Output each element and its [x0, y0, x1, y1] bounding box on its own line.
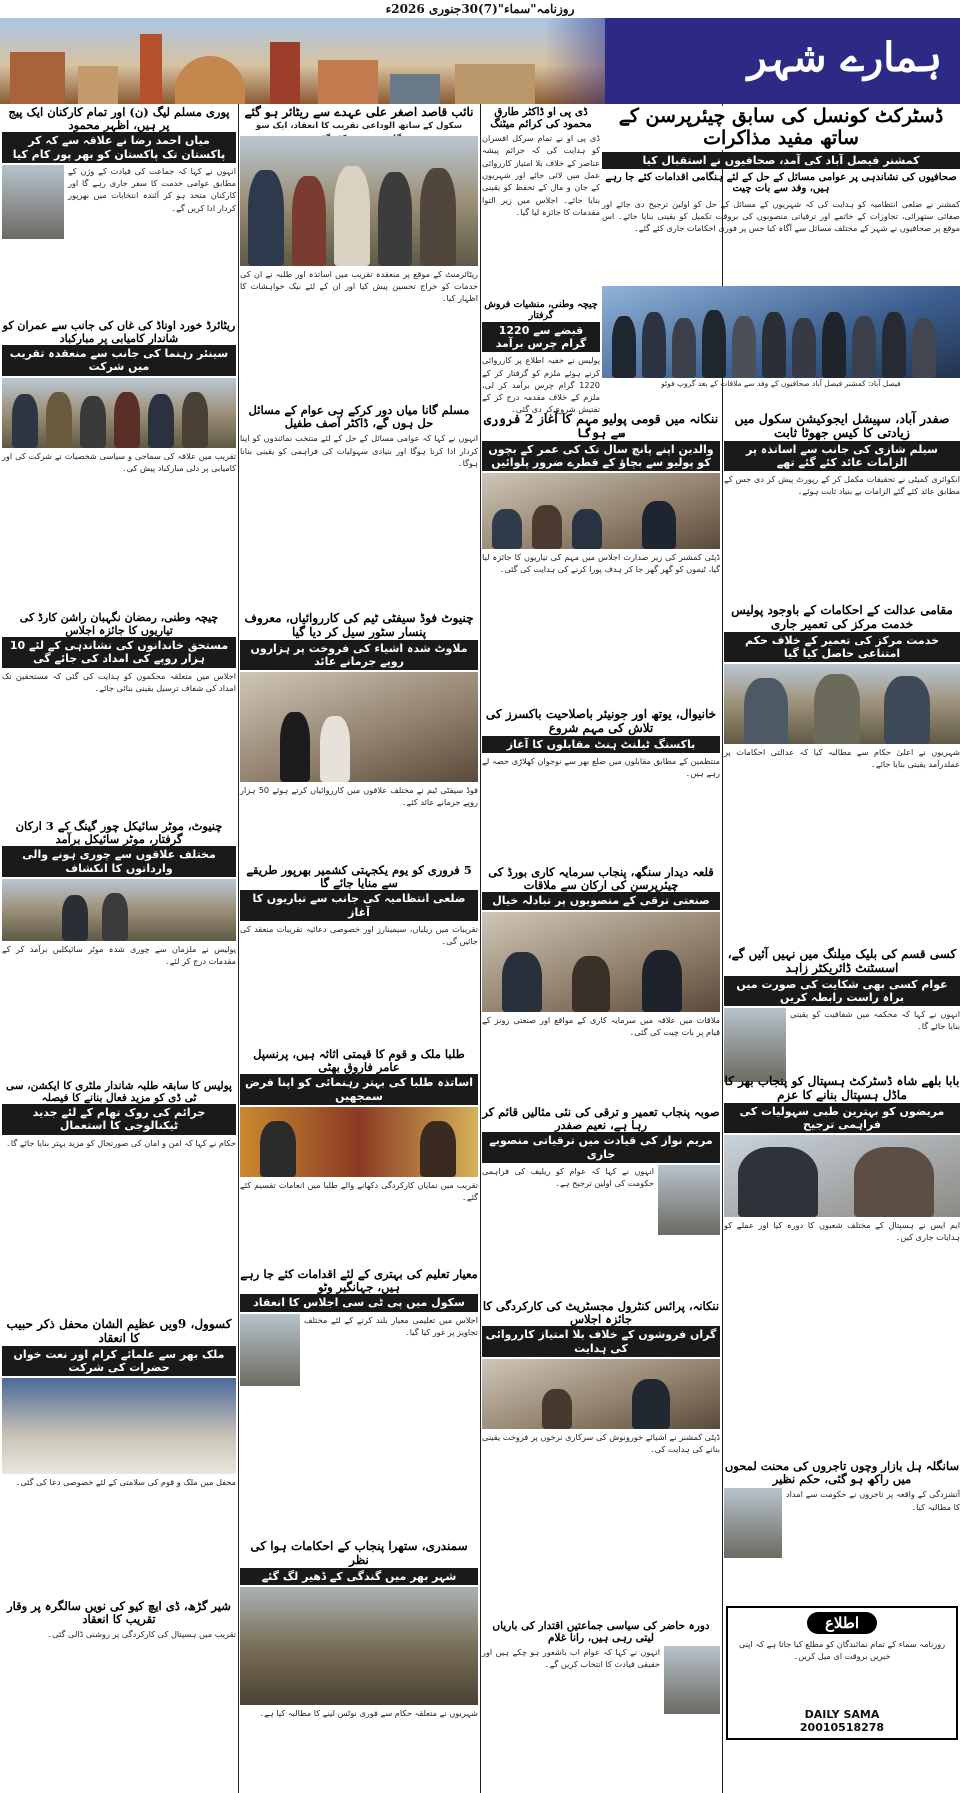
story-sangla-fire — [724, 1460, 960, 1588]
headline: سمندری، ستھرا پنجاب کے احکامات ہوا کی نظر — [250, 1539, 468, 1567]
portrait-photo — [240, 1314, 300, 1386]
subhead: عوام کسی بھی شکایت کی صورت میں براہ راست رابطہ کریں — [724, 976, 960, 1006]
subhead: والدین اپنے پانچ سال تک کی عمر کے بچوں کو پولیو سے بچاؤ کے قطرے ضرور پلوائیں — [482, 441, 720, 471]
body-text: انکوائری کمیٹی نے تحقیقات مکمل کر کے رپورٹ پیش کر دی جس کے مطابق عائد کئے گئے الزامات بے بنیاد ثابت ہوئے۔ — [724, 474, 960, 497]
headline: ننکانہ میں قومی پولیو مہم کا آغاز 2 فروری سے ہوگا — [483, 411, 719, 441]
headline: بابا بلھے شاہ ڈسٹرکٹ ہسپتال کو پنجاب بھر کا ماڈل ہسپتال بنانے کا عزم — [724, 1074, 960, 1102]
body-text: ایم ایس نے ہسپتال کے مختلف شعبوں کا دورہ کیا اور عملے کو ہدایات جاری کیں۔ — [724, 1219, 960, 1243]
headline: کسوول، 9ویں عظیم الشان محفل ذکر حبیب کا انعقاد — [6, 1317, 232, 1345]
headline: نائب قاصد اصغر علی عہدے سے ریٹائر ہو گئے — [244, 105, 474, 119]
body-text: انہوں نے کہا کہ عوامی مسائل کے حل کے لئے منتخب نمائندوں کو اپنا کردار ادا کرنا ہوگا اور بنیادی سہولیات کی فراہمی کو یقینی بنانا ہوگا۔ — [240, 433, 478, 469]
headline: مقامی عدالت کے احکامات کے باوجود پولیس خدمت مرکز کی تعمیر جاری — [731, 603, 953, 631]
subhead: سینئر رہنما کی جانب سے منعقدہ تقریب میں شرکت — [2, 345, 236, 375]
headline: طلبا ملک و قوم کا قیمتی اثاثہ ہیں، پرنسپل عامر فاروق بھٹی — [253, 1047, 465, 1075]
headline: چنیوٹ فوڈ سیفٹی ٹیم کی کارروائیاں، معروف پنسار سٹور سیل کر دیا گیا — [244, 611, 474, 639]
subhead: مختلف علاقوں سے چوری ہونے والی وارداتوں کا انکشاف — [2, 846, 236, 876]
subhead: اساتذہ طلبا کی بہتر رہنمائی کو اپنا فرض سمجھیں — [240, 1074, 478, 1104]
headline: مسلم گانا میاں دور کرکے ہی عوام کے مسائل حل ہوں گے، ڈاکٹر آصف طفیل — [248, 403, 470, 431]
body-text: پولیس نے خفیہ اطلاع پر کارروائی کرتے ہوئے ملزم کو گرفتار کر کے 1220 گرام چرس برآمد کر لی، ملزم کے خلاف مقدمہ درج کر کے تفتیش شروع کر دی گئی۔ — [482, 355, 600, 415]
story-investment-board — [482, 866, 720, 1112]
headline: قلعہ دیدار سنگھ، پنجاب سرمایہ کاری بورڈ کی چیئرپرسن کی ارکان سے ملاقات — [488, 865, 714, 893]
story-dhq-anniversary — [2, 1600, 236, 1788]
body-text: ڈپٹی کمشنر کی زیر صدارت اجلاس میں مہم کی تیاریوں کا جائزہ لیا گیا، ٹیموں کو گھر گھر جا کر ہدف پورا کرنے کی ہدایت کی گئی۔ — [482, 552, 720, 575]
headline: صوبہ پنجاب تعمیر و ترقی کی نئی مثالیں قائم کر رہا ہے، نعیم صفدر — [482, 1105, 720, 1133]
story-pml-n — [2, 106, 236, 315]
subhead: خدمت مرکز کی تعمیر کے خلاف حکم امتناعی حاصل کیا گیا — [724, 632, 960, 662]
lead-kicker: کمشنر فیصل آباد کی آمد، صحافیوں نے استقبال کیا — [602, 152, 960, 169]
city-collage-image — [0, 18, 605, 104]
body-text: اجلاس میں متعلقہ محکموں کو ہدایت کی گئی کہ مستحقین تک امداد کی شفاف ترسیل یقینی بنائی جائے۔ — [2, 670, 236, 693]
meeting-photo — [482, 912, 720, 1012]
story-samundri-cleanliness — [240, 1540, 478, 1777]
story-kashmir-day — [240, 864, 478, 1073]
body-text: حکام نے کہا کہ امن و امان کی صورتحال کو مزید بہتر بنایا جائے گا۔ — [6, 1137, 236, 1148]
body-text: اجلاس میں تعلیمی معیار بلند کرنے کے لئے مختلف تجاویز پر غور کیا گیا۔ — [304, 1314, 478, 1337]
lead-headline: ڈسٹرکٹ کونسل کی سابق چیئرپرسن کے ساتھ مفید مذاکرات — [602, 106, 960, 150]
body-text: انہوں نے کہا کہ جماعت کی قیادت کے وژن کے مطابق عوامی خدمت کا سفر جاری رہے گا اور کارکنان متحد ہو کر آئندہ انتخابات میں بھرپور کردار ادا کریں گے۔ — [68, 165, 236, 213]
headline: سانگلہ ہل بازار وچوں تاجروں کی محنت لمحوں میں راکھ ہو گئی، حکم نظیر — [724, 1459, 960, 1487]
story-lead — [602, 106, 960, 390]
lead-caption: فیصل آباد: کمشنر فیصل آباد صحافیوں کے وفد سے ملاقات کے بعد گروپ فوٹو — [661, 378, 901, 388]
notice-text: روزنامہ سماء کے تمام نمائندگان کو مطلع کیا جاتا ہے کہ اپنی خبریں بروقت ای میل کریں۔ — [738, 1639, 946, 1662]
subhead: جرائم کی روک تھام کے لئے جدید ٹیکنالوجی کا استعمال — [2, 1104, 236, 1134]
body-text: تقریب میں علاقہ کی سماجی و سیاسی شخصیات نے شرکت کی اور کامیابی پر دلی مبارکباد پیش کی۔ — [2, 450, 236, 473]
story-photo — [724, 664, 960, 744]
portrait-photo — [2, 165, 64, 239]
body-text: شہریوں نے متعلقہ حکام سے فوری نوٹس لینے کا مطالبہ کیا ہے۔ — [259, 1707, 478, 1718]
headline: صفدر آباد، سپیشل ایجوکیشن سکول میں زیادتی کا کیس جھوٹا ثابت — [734, 411, 950, 441]
subhead: مستحق خاندانوں کی نشاندہی کے لئے 10 ہزار روپے کی امداد کی جائے گی — [2, 637, 236, 667]
story-drugs — [482, 300, 600, 424]
notice-box — [726, 1606, 958, 1740]
lead-sub: صحافیوں کی نشاندہی پر عوامی مسائل کے حل کے لئے ہنگامی اقدامات کئے جا رہے ہیں، وفد سے بات چیت — [605, 171, 957, 195]
headline: شیر گڑھ، ڈی ایچ کیو کی نویں سالگرہ پر وقار تقریب کا انعقاد — [7, 1599, 231, 1627]
lead-group-photo — [602, 286, 960, 378]
body-text: تقریب میں نمایاں کارکردگی دکھانے والے طلبا میں انعامات تقسیم کئے گئے۔ — [240, 1179, 478, 1203]
headline: ڈی پی او ڈاکٹر طارق محمود کی کرائم میٹنگ — [490, 106, 592, 131]
two-portraits-photo — [724, 1135, 960, 1217]
story-hospital — [724, 1075, 960, 1469]
body-text: ریٹائرمنٹ کے موقع پر منعقدہ تقریب میں اساتذہ اور طلبہ نے ان کی خدمات کو خراج تحسین پیش کیا اور ان کے لئے نیک خواہشات کا اظہار کیا۔ — [240, 268, 478, 304]
body-text: فوڈ سیفٹی ٹیم نے مختلف علاقوں میں کارروائیاں کرتے ہوئے 50 ہزار روپے جرمانے عائد کئے۔ — [240, 784, 478, 808]
notice-number: 20010518278 — [799, 1721, 885, 1734]
subhead: میاں احمد رضا نے علاقہ سے کہ کر پاکستان تک پاکستان کو بھر پور کام کیا — [2, 132, 236, 162]
headline: پوری مسلم لیگ (ن) اور تمام کارکنان ایک پیج پر ہیں، اظہر محمود — [8, 105, 230, 133]
event-photo — [240, 1107, 478, 1177]
body-text: شہریوں نے اعلیٰ حکام سے مطالبہ کیا کہ عدالتی احکامات پر عملدرآمد یقینی بنایا جائے۔ — [724, 746, 960, 770]
section-title: ہمارے شہر — [747, 34, 942, 81]
story-retirement — [240, 106, 478, 418]
subhead: سکول کے ساتھ الوداعی تقریب کا انعقاد، ایک سو — [255, 120, 463, 131]
subhead: ملک بھر سے علمائے کرام اور نعت خواں حضرات کی شرکت — [2, 1346, 236, 1376]
story-price-control — [482, 1300, 720, 1557]
story-congratulations — [2, 320, 236, 620]
subhead: مریضوں کو بہترین طبی سہولیات کی فراہمی ترجیح — [724, 1103, 960, 1133]
story-food-safety — [240, 612, 478, 870]
subhead: قبضے سے 1220 گرام چرس برآمد — [482, 322, 600, 352]
shop-raid-photo — [240, 672, 478, 782]
story-polio — [482, 412, 720, 677]
subhead: ملاوٹ شدہ اشیاء کی فروخت پر ہزاروں روپے جرمانے عائد — [240, 640, 478, 670]
subhead: شہر بھر میں گندگی کے ڈھیر لگ گئے — [240, 1568, 478, 1585]
notice-badge: اطلاع — [807, 1612, 877, 1634]
meeting-photo — [482, 473, 720, 549]
gathering-photo — [2, 1378, 236, 1474]
body-text: انہوں نے کہا کہ محکمہ میں شفافیت کو یقینی بنایا جائے گا۔ — [790, 1008, 960, 1032]
story-rana-ghulam — [482, 1620, 720, 1786]
portrait-photo — [664, 1646, 720, 1714]
recovered-bikes-photo — [2, 879, 236, 941]
group-photo — [2, 378, 236, 448]
body-text: محفل میں ملک و قوم کی سلامتی کے لئے خصوصی دعا کی گئی۔ — [15, 1476, 236, 1487]
dateline: روزنامہ"سماء"(7)30جنوری 2026ء — [385, 2, 575, 16]
subhead: ضلعی انتظامیہ کی جانب سے تیاریوں کا آغاز — [240, 890, 478, 920]
story-khidmat-markaz — [724, 604, 960, 936]
portrait-photo — [658, 1165, 720, 1235]
headline: چیچہ وطنی، منشیات فروش گرفتار — [484, 299, 598, 321]
headline: دورہ حاضر کی سیاسی جماعتیں اقتدار کی باریاں لیتی رہی ہیں، رانا غلام — [492, 1620, 710, 1645]
headline: چنیوٹ، موٹر سائیکل چور گینگ کے 3 ارکان گرفتار، موٹر سائیکل برآمد — [15, 819, 223, 847]
portrait-photo — [724, 1488, 782, 1558]
meeting-photo — [482, 1359, 720, 1429]
story-mehfil — [2, 1318, 236, 1576]
subhead: مریم نواز کی قیادت میں ترقیاتی منصوبے جاری — [482, 1132, 720, 1162]
masthead-banner — [0, 18, 960, 104]
body-text: پولیس نے ملزمان سے چوری شدہ موٹر سائیکلیں برآمد کر کے مقدمات درج کر لئے۔ — [2, 943, 236, 967]
body-text: ڈی پی او نے تمام سرکل افسران کو ہدایت کی کہ جرائم پیشہ عناصر کے خلاف بلا امتیاز کارروائی عمل میں لائی جائے اور شہریوں کے جان و مال کے تحفظ کو یقینی بنایا جائے۔ اجلاس میں زیر التوا مقدمات کا جائزہ لیا گیا۔ — [482, 133, 600, 217]
body-text: انہوں نے کہا کہ عوام اب باشعور ہو چکے ہیں اور حقیقی قیادت کا انتخاب کریں گے۔ — [482, 1647, 660, 1670]
story-principal — [240, 1048, 478, 1299]
headline: معیار تعلیم کی بہتری کے لئے اقدامات کئے جا رہے ہیں، جہانگیر وٹو — [240, 1267, 478, 1295]
story-bike-gang — [2, 820, 236, 1053]
garbage-photo — [240, 1587, 478, 1705]
headline: چیچہ وطنی، رمضان نگہبان راشن کارڈ کی تیاریوں کا جائزہ اجلاس — [19, 611, 219, 637]
story-special-school — [724, 412, 960, 589]
subhead: صنعتی ترقی کے منصوبوں پر تبادلہ خیال — [482, 892, 720, 909]
headline: خانیوال، یوتھ اور جونیئر باصلاحیت باکسرز کی تلاش کی مہم شروع — [485, 707, 717, 735]
story-naeem-safdar — [482, 1106, 720, 1325]
notice-brand: DAILY SAMA — [804, 1708, 880, 1721]
story-asif-tufail — [240, 404, 478, 618]
story-education-standard — [240, 1268, 478, 1464]
story-ramzan-card — [2, 612, 236, 840]
story-boxing — [482, 708, 720, 883]
headline: ریٹائرڈ خورد اوناڈ کی غاں کی جانب سے عمران کو شاندار کامیابی پر مبارکباد — [2, 319, 236, 345]
body-text: ملاقات میں علاقہ میں سرمایہ کاری کے مواقع اور صنعتی زونز کے قیام پر بات چیت کی گئی۔ — [482, 1014, 720, 1037]
subhead: باکسنگ ٹیلنٹ ہنٹ مقابلوں کا آغاز — [482, 736, 720, 753]
lead-body: کمشنر نے ضلعی انتظامیہ کو ہدایت کی کہ شہریوں کے مسائل کے حل کو اولین ترجیح دی جائے اور صفائی ستھرائی، تجاوزات کے خاتمے اور ترقیاتی منصوبوں کی بروقت تکمیل کو یقینی بنایا جائے۔ اس موقع پر صحافیوں نے شہر کے مختلف مسائل سے آگاہ کیا جس پر فوری احکامات جاری کئے گئے۔ — [602, 198, 960, 234]
body-text: تقریب میں ہسپتال کی کارکردگی پر روشنی ڈالی گئی۔ — [47, 1629, 236, 1640]
body-text: انہوں نے کہا کہ عوام کو ریلیف کی فراہمی حکومت کی اولین ترجیح ہے۔ — [482, 1165, 654, 1189]
headline: پولیس کا سابقہ طلبہ شاندار ملٹری کا ایکشن، سی ٹی ڈی کو مزید فعال بنانے کا فیصلہ — [6, 1080, 232, 1105]
story-police-action — [2, 1080, 236, 1327]
body-text: ڈپٹی کمشنر نے اشیائے خورونوش کی سرکاری نرخوں پر فروخت یقینی بنانے کی ہدایت کی۔ — [482, 1431, 720, 1455]
portrait-photo — [724, 1008, 786, 1082]
subhead: گراں فروشوں کے خلاف بلا امتیاز کارروائی کی ہدایت — [482, 1326, 720, 1356]
subhead: سکول میں پی ٹی سی اجلاس کا انعقاد — [240, 1294, 478, 1311]
subhead: سیلم شازی کی جانب سے اساتذہ پر الزامات عائد کئے گئے تھے — [724, 441, 960, 471]
body-text: آتشزدگی کے واقعہ پر تاجروں نے حکومت سے امداد کا مطالبہ کیا۔ — [786, 1489, 960, 1512]
farewell-photo — [240, 136, 478, 266]
headline: کسی قسم کی بلیک میلنگ میں نہیں آئیں گے، اسسٹنٹ ڈائریکٹر زاہد — [727, 947, 957, 975]
body-text: منتظمین کے مطابق مقابلوں میں ضلع بھر سے نوجوان کھلاڑی حصہ لے رہے ہیں۔ — [482, 755, 720, 779]
body-text: تقریبات میں ریلیاں، سیمینارز اور خصوصی دعائیہ تقریبات منعقد کی جائیں گی۔ — [240, 923, 478, 947]
headline: 5 فروری کو یوم یکجہتی کشمیر بھرپور طریقے سے منایا جائے گا — [246, 863, 472, 891]
headline: ننکانہ، پرائس کنٹرول مجسٹریٹ کی کارکردگی کا جائزہ اجلاس — [482, 1299, 720, 1327]
story-dpo — [482, 106, 600, 282]
